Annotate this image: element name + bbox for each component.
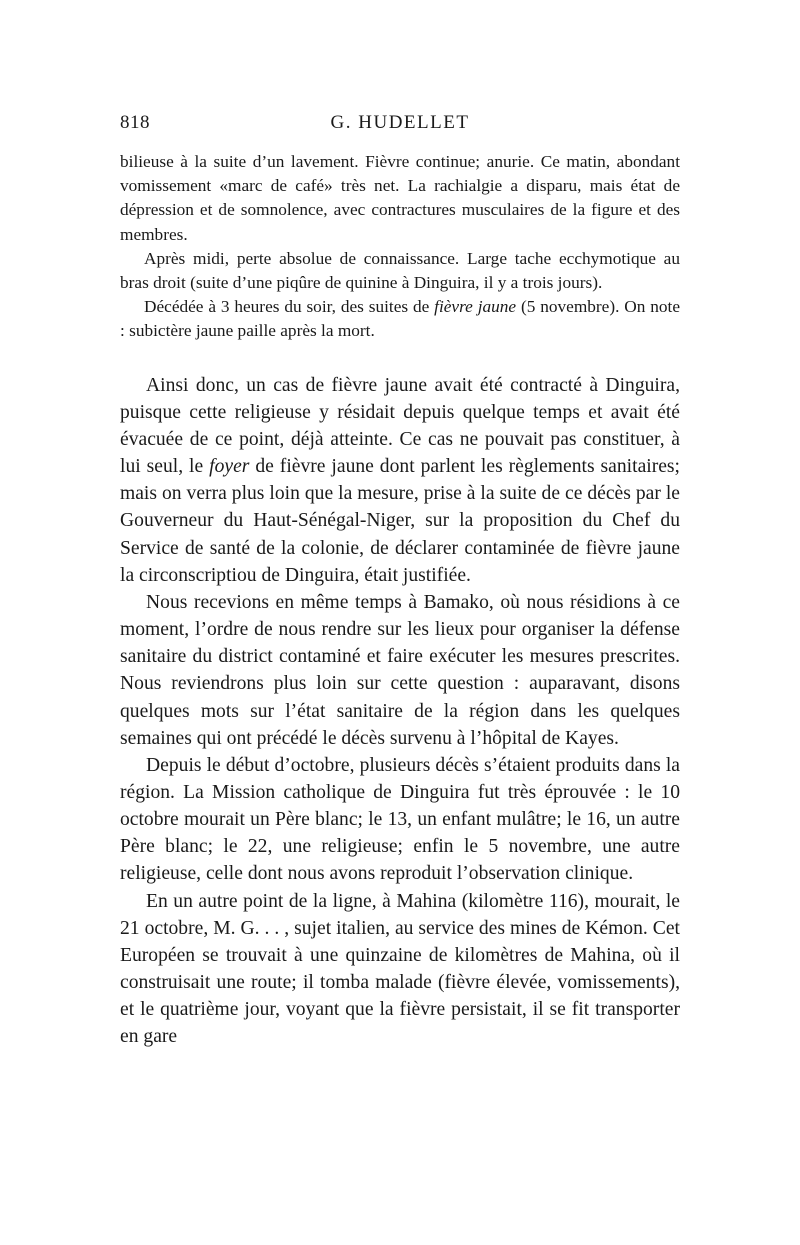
italic-term: fièvre jaune [434,297,517,317]
body-paragraph: En un autre point de la ligne, à Mahina (kilomètre 116), mourait, le 21 octobre, M. G. . . , sujet italien, au service des mines de Kémon. Cet Européen se trouvait à une quinzaine de kilomètres de Mahina, où il construisait une route; il tomba malade (fièvre élevée, vomissements), et le quatrième jour, voyant que la fièvre persistait, il se fit transporter en gare [120,890,680,1048]
text-run: (5 novembre). On note : subictère jaune paille après la mort. [120,297,680,341]
clinical-observation [120,150,680,344]
text-run: Décédée à 3 heures du soir, des suites de [144,297,435,317]
observation-paragraph [120,295,680,343]
document-page [120,112,680,1051]
observation-paragraph: bilieuse à la suite d’un lavement. Fièvre continue; anurie. Ce matin, abondant vomissement «marc de café» très net. La rachialgie a disparu, mais état de dépression et de somnolence, avec contractures musculaires de la figure et des membres. [120,152,680,244]
running-head: G. HUDELLET [330,112,470,133]
italic-term: foyer [209,456,250,478]
observation-paragraph: Après midi, perte absolue de connaissance. Large tache ecchymotique au bras droit (suite d’une piqûre de quinine à Dinguira, il y a trois jours). [120,248,680,293]
text-run: de fièvre jaune dont parlent les règlements sanitaires; mais on verra plus loin que la mesure, prise à la suite de ce décès par le Gouverneur du Haut-Sénégal-Niger, sur la proposition du Chef du Service de santé de la colonie, de déclarer contaminée de fièvre jaune la circonscriptiou de Dinguira, était justifiée. [120,456,680,586]
body-paragraph: Depuis le début d’octobre, plusieurs décès s’étaient produits dans la région. La Mission catholique de Dinguira fut très éprouvée : le 10 octobre mourait un Père blanc; le 13, un enfant mulâtre; le 16, un autre Père blanc; le 22, une religieuse; enfin le 5 novembre, une autre religieuse, celle dont nous avons reproduit l’observation clinique. [120,754,680,885]
body-paragraph [120,372,680,589]
page-number: 818 [120,112,150,133]
text-run: Ainsi donc, un cas de fièvre jaune avait été contracté à Dinguira, puisque cette religieuse y résidait depuis quelque temps et avait été évacuée de ce point, déjà atteinte. Ce cas ne pouvait pas constituer, à lui seul, le [120,374,680,478]
body-paragraph: Nous recevions en même temps à Bamako, où nous résidions à ce moment, l’ordre de nous rendre sur les lieux pour organiser la défense sanitaire du district contaminé et faire exécuter les mesures prescrites. Nous reviendrons plus loin sur cette question : auparavant, disons quelques mots sur l’état sanitaire de la région dans les quelques semaines qui ont précédé le décès survenu à l’hôpital de Kayes. [120,591,680,749]
page-header [120,112,680,144]
main-text [120,372,680,1051]
